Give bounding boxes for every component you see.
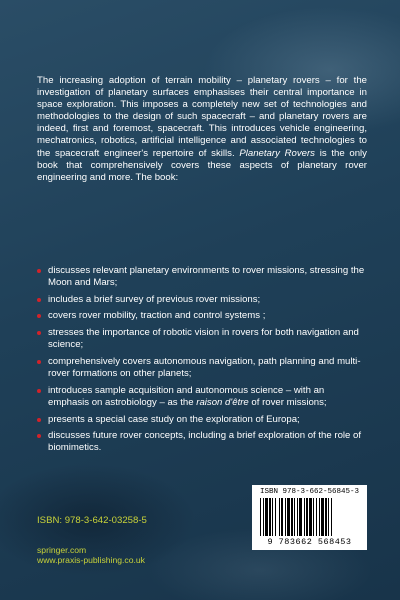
list-item [37,356,367,380]
bullet-icon [37,314,41,318]
bullet-icon [37,269,41,273]
list-item-text: presents a special case study on the exploration of Europa; [48,413,300,425]
barcode-number: 9 783662 568453 [267,537,352,547]
list-item-text: discusses relevant planetary environments to rover missions, stressing the Moon and Mars; [48,265,365,289]
bullet-icon [37,389,41,393]
barcode-label [252,485,367,550]
bullet-icon [37,360,41,364]
list-item [37,265,367,289]
barcode-icon [260,498,360,536]
list-item-text: comprehensively covers autonomous navigation, path planning and multi-rover formations on other planets; [48,355,361,380]
publisher-site-springer: springer.com [37,545,87,555]
bullet-icon [37,331,41,335]
list-item [37,430,367,454]
book-title-italic: Planetary Rovers [239,147,315,159]
bullet-icon [37,418,41,422]
list-item [37,385,367,409]
list-item-text: stresses the importance of robotic vision in rovers for both navigation and science; [48,327,359,351]
bullet-icon [37,298,41,302]
list-item-text-after: of rover missions; [248,396,327,408]
isbn-text: ISBN: 978-3-642-03258-5 [37,515,147,526]
list-item-text: discusses future rover concepts, including a brief exploration of the role of biomimetics. [48,430,362,454]
blurb-text-2: is the only book that comprehensively covers these aspects of planetary rover engineering and more. The book: [37,147,367,183]
list-item [37,310,367,322]
list-item-text: includes a brief survey of previous rover missions; [48,293,261,305]
list-item [37,414,367,426]
blurb-text-1: The increasing adoption of terrain mobility – planetary rovers – for the investigation of planetary surfaces emphasises their central importance in space exploration. This imposes a completely new set of technologies and methodologies to the design of such spacecraft – and planetary rovers are indeed, first and foremost, spacecraft. This introduces vehicle engineering, mechatronics, robotics, artificial intelligence and associated technologies to the spacecraft engineer's repertoire of skills. [37,75,367,159]
publisher-site-praxis: www.praxis-publishing.co.uk [37,555,145,565]
list-item-text: covers rover mobility, traction and control systems ; [48,310,266,322]
list-item-italic: raison d'être [196,396,249,408]
list-item [37,294,367,306]
barcode-isbn: ISBN 978-3-662-56845-3 [259,488,360,496]
blurb-paragraph [37,75,367,184]
list-item [37,327,367,351]
feature-list [37,265,367,459]
list-item-text-before: introduces sample acquisition and autonomous science – with an emphasis on astrobiology – as the [48,384,325,408]
bullet-icon [37,434,41,438]
